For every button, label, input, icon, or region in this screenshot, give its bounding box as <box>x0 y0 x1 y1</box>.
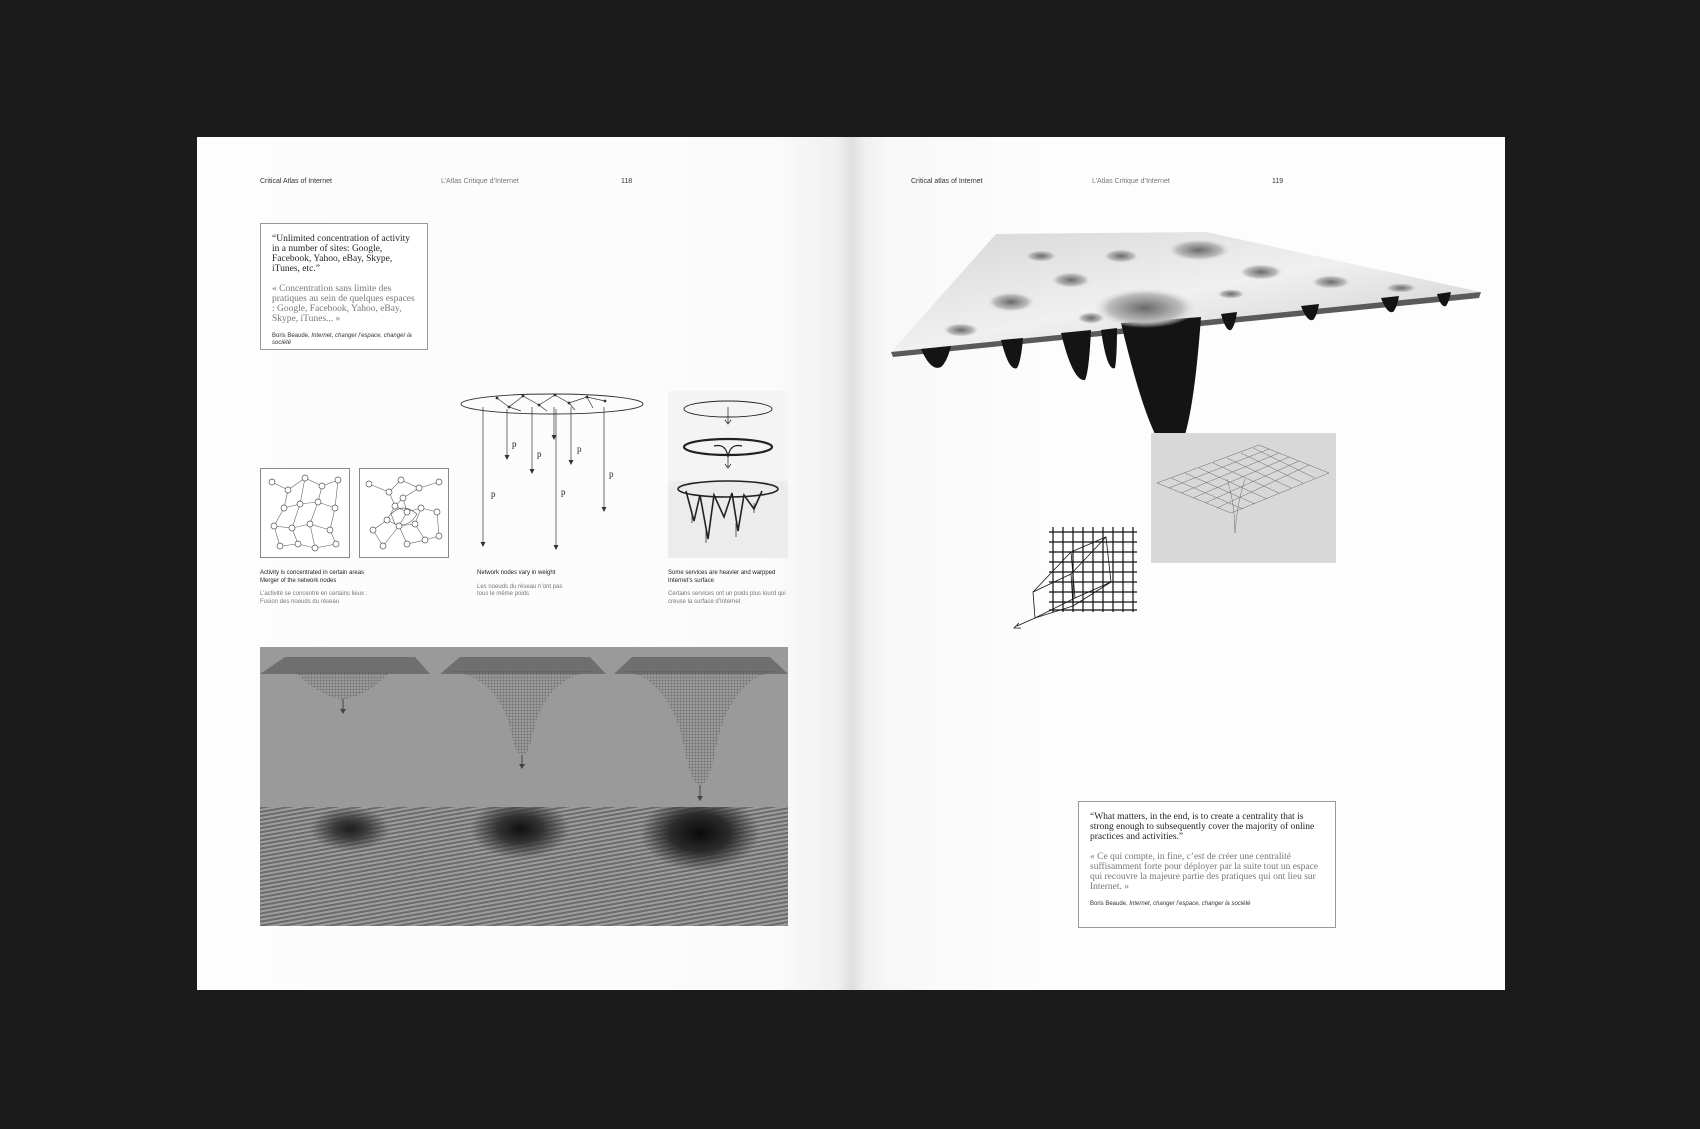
header-title-fr: L’Atlas Critique d’Internet <box>1092 178 1170 185</box>
surface-warp-sketch <box>668 391 788 558</box>
quote-english: “Unlimited concentration of activity in a number of sites: Google, Facebook, Yahoo, eBay, Skype, iTunes, etc.” <box>272 234 410 274</box>
caption-concentration: Activity is concentrated in certain areas Merger of the network nodes L’activité se concentre en certains lieux : Fusion des noeuds du réseau <box>260 570 368 605</box>
quote-source: Boris Beaude, Internet, changer l’espace, changer la société <box>1090 901 1251 907</box>
weighted-nodes-sketch <box>459 377 645 552</box>
header-title-en: Critical atlas of Internet <box>911 178 983 185</box>
network-nodes-diagram <box>260 468 350 558</box>
quote-english: “What matters, in the end, is to create a centrality that is strong enough to subsequently cover the majority of online practices and activities.” <box>1090 812 1315 842</box>
page-number: 119 <box>1272 178 1284 185</box>
wire-grid-sketch <box>1011 522 1156 632</box>
right-page <box>851 137 1505 990</box>
caption-weight: Network nodes vary in weight Les noeuds du réseau n’ont pas tous le même poids <box>477 570 563 597</box>
warped-surface-render <box>881 222 1481 467</box>
funnel-renders <box>260 647 788 807</box>
weight-label: p <box>512 439 517 449</box>
quote-box <box>1078 801 1336 928</box>
weight-label: p <box>561 487 566 497</box>
terrain-render-strip <box>260 807 788 926</box>
weight-label: p <box>537 449 542 459</box>
book-spread <box>197 137 1505 990</box>
quote-french: « Ce qui compte, in fine, c’est de créer une centralité suffisamment forte pour déployer par la suite tout un espace qui recouvre la majeure partie des pratiques qui ont lieu sur Internet. » <box>1090 852 1319 892</box>
caption-warp: Some services are heavier and warpped Internet’s surface Certains services ont un poids plus lourd qui creuse la surface d’Internet <box>668 570 786 605</box>
page-number: 118 <box>621 178 633 185</box>
quote-source: Boris Beaude, Internet, changer l’espace, changer la société <box>272 333 412 346</box>
left-page <box>197 137 851 990</box>
weight-label: p <box>577 444 582 454</box>
quote-box <box>260 223 428 350</box>
gutter-shadow <box>837 137 865 990</box>
header-title-fr: L’Atlas Critique d’Internet <box>441 178 519 185</box>
quote-french: « Concentration sans limite des pratiques au sein de quelques espaces : Google, Facebook, Yahoo, eBay, Skype, iTunes... » <box>272 284 415 324</box>
grid-surface-render <box>1151 433 1336 563</box>
header-title-en: Critical Atlas of Internet <box>260 178 332 185</box>
weight-label: p <box>609 469 614 479</box>
weight-label: p <box>491 489 496 499</box>
merged-nodes-diagram <box>359 468 449 558</box>
